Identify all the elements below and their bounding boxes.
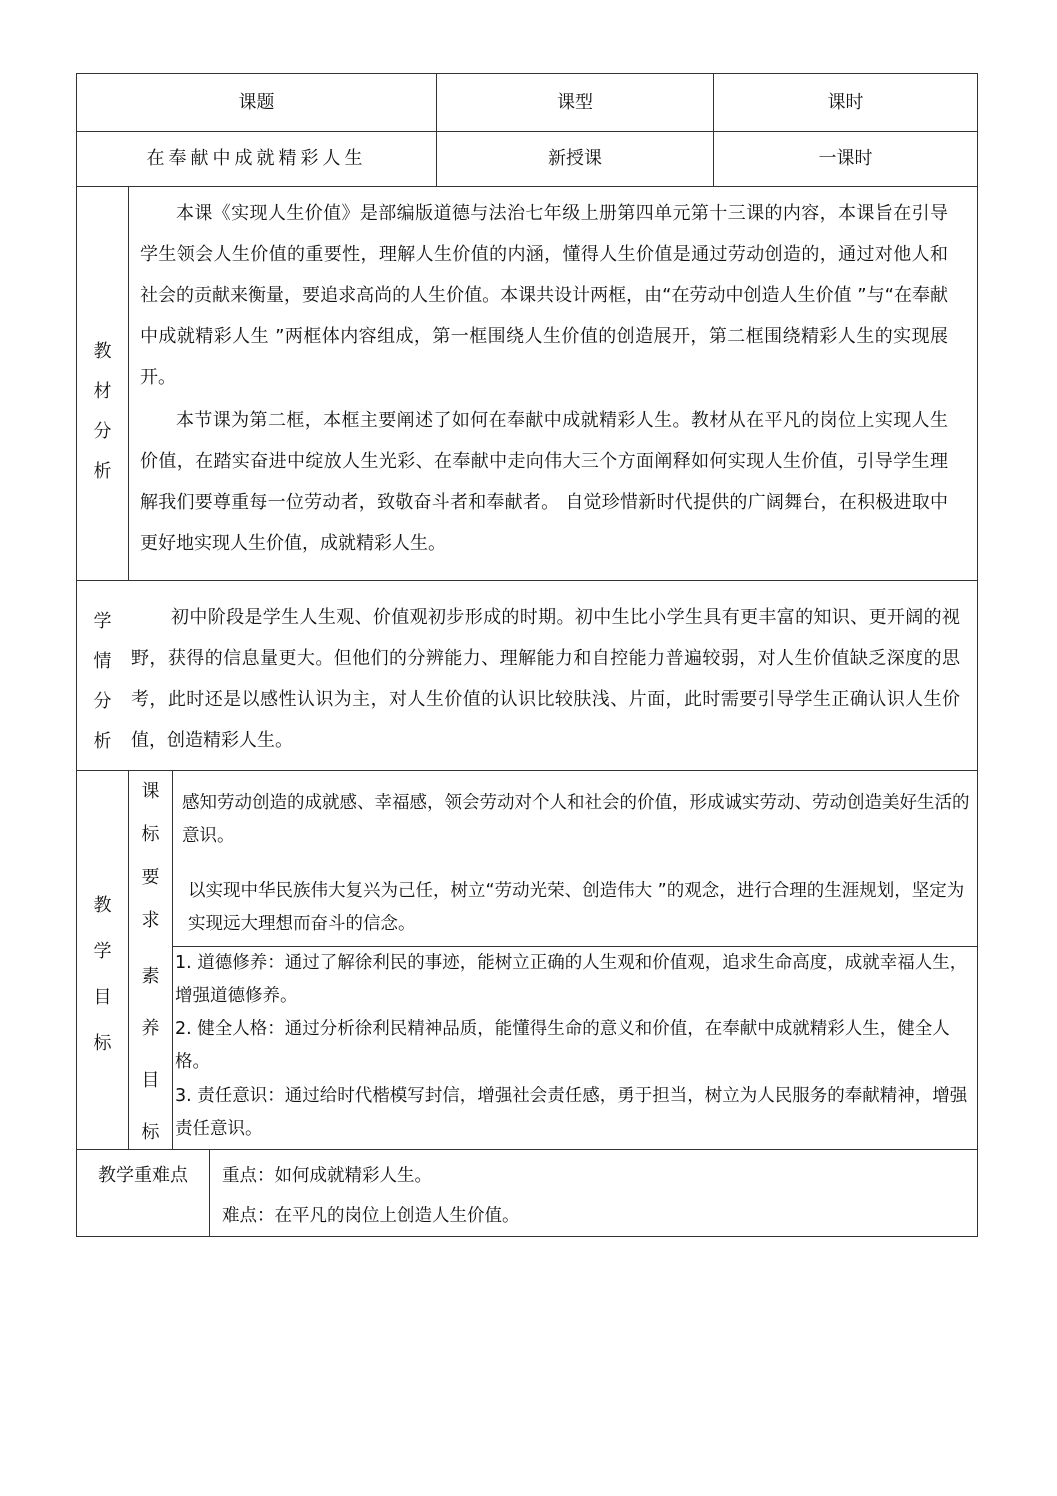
suyang-item-3: 3. 责任意识：通过给时代楷模写封信，增强社会责任感，勇于担当，树立为人民服务的奉献精神，增强责任意识。 bbox=[175, 1086, 968, 1139]
jiaocai-paragraph-2: 本节课为第二框，本框主要阐述了如何在奉献中成就精彩人生。教材从在平凡的岗位上实现人生价值，在踏实奋进中绽放人生光彩、在奉献中走向伟大三个方面阐释如何实现人生价值，引导学生理解我们要尊重每一位劳动者，致敬奋斗者和奉献者。 自觉珍惜新时代提供的广阔舞台，在积极进取中更好地实现人生价值，成就精彩人生。 bbox=[140, 410, 948, 554]
header-lesson-type: 课型 bbox=[557, 91, 593, 113]
row-divider bbox=[76, 580, 978, 581]
suyang-item-2: 2. 健全人格：通过分析徐利民精神品质，能懂得生命的意义和价值，在奉献中成就精彩人生，健全人格。 bbox=[175, 1019, 950, 1072]
lesson-hours: 一课时 bbox=[818, 148, 873, 169]
kebiao-item-1: 感知劳动创造的成就感、幸福感，领会劳动对个人和社会的价值，形成诚实劳动、劳动创造美好生活的意识。 bbox=[182, 793, 970, 846]
col-divider bbox=[128, 186, 129, 581]
lesson-title: 在奉献中成就精彩人生 bbox=[146, 148, 367, 169]
xueqing-paragraph: 初中阶段是学生人生观、价值观初步形成的时期。初中生比小学生具有更丰富的知识、更开阔的视野，获得的信息量更大。但他们的分辨能力、理解能力和自控能力普遍较弱，对人生价值缺乏深度的思考，此时还是以感性认识为主，对人生价值的认识比较肤浅、片面，此时需要引导学生正确认识人生价值，创造精彩人生。 bbox=[131, 607, 960, 751]
suyang-item-1: 1. 道德修养：通过了解徐利民的事迹，能树立正确的人生观和价值观，追求生命高度，成就幸福人生，增强道德修养。 bbox=[175, 953, 968, 1006]
zhongnan-label: 教学重难点 bbox=[98, 1165, 188, 1186]
table-border-right bbox=[977, 73, 978, 1237]
lesson-type: 新授课 bbox=[548, 148, 602, 169]
kebiao-label: 课 标 要 求 bbox=[141, 781, 160, 931]
mubiao-label: 教 学 目 标 bbox=[93, 895, 112, 1054]
jiaocai-paragraph-1: 本课《实现人生价值》是部编版道德与法治七年级上册第四单元第十三课的内容，本课旨在引导学生领会人生价值的重要性，理解人生价值的内涵，懂得人生价值是通过劳动创造的，通过对他人和社会的贡献来衡量，要追求高尚的人生价值。本课共设计两框，由“在劳动中创造人生价值 ”与“在奉献中成就精彩人生 ”两框体内容组成，第一框围绕人生价值的创造展开，第二框围绕精彩人生的实现展开。 bbox=[140, 203, 948, 388]
col-divider bbox=[172, 770, 173, 1150]
jiaocai-label: 教 材 分 析 bbox=[93, 341, 112, 482]
xueqing-label: 学 情 分 析 bbox=[93, 611, 112, 752]
difficult-point: 难点：在平凡的岗位上创造人生价值。 bbox=[222, 1206, 520, 1226]
header-lesson-hours: 课时 bbox=[827, 91, 864, 113]
header-lesson-title: 课题 bbox=[238, 91, 275, 113]
table-border-bottom bbox=[76, 1236, 978, 1237]
kebiao-item-2: 以实现中华民族伟大复兴为己任，树立“劳动光荣、创造伟大 ”的观念，进行合理的生涯规划，坚定为实现远大理想而奋斗的信念。 bbox=[188, 881, 965, 934]
row-divider bbox=[76, 1149, 978, 1150]
key-point: 重点：如何成就精彩人生。 bbox=[222, 1166, 432, 1186]
row-divider bbox=[76, 186, 978, 187]
row-divider bbox=[76, 770, 978, 771]
col-divider bbox=[209, 1149, 210, 1237]
suyang-label: 素 养 目 标 bbox=[141, 966, 160, 1143]
